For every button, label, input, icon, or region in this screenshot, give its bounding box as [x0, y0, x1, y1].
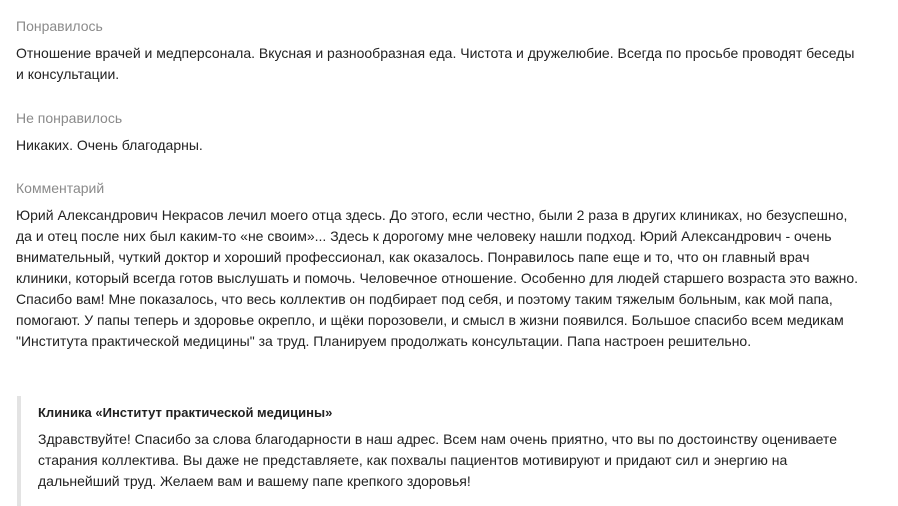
- liked-section-text: Отношение врачей и медперсонала. Вкусная и разнообразная еда. Чистота и дружелюбие. Всегда по просьбе проводят беседы и консультации.: [16, 45, 855, 82]
- reply-author: Клиника «Институт практической медицины»: [38, 405, 333, 420]
- liked-section-label: Понравилось: [16, 18, 103, 34]
- disliked-section-label: Не понравилось: [16, 110, 123, 126]
- disliked-section-text: Никаких. Очень благодарны.: [16, 137, 203, 153]
- reply-text: Здравствуйте! Спасибо за слова благодарности в наш адрес. Всем нам очень приятно, что вы по достоинству оцениваете старания коллектива. Вы даже не представляете, как похвалы пациентов мотивируют и придают сил и энергию на дальнейший труд. Желаем вам и вашему папе крепкого здоровья!: [38, 431, 837, 489]
- clinic-reply-block: [17, 396, 877, 506]
- comment-section-label: Комментарий: [16, 180, 105, 196]
- comment-section-text: Юрий Александрович Некрасов лечил моего отца здесь. До этого, если честно, были 2 раза в других клиниках, но безуспешно, да и отец после них был каким-то «не своим»... Здесь к дорогому мне человеку нашли подход. Юрий Александрович - очень внимательный, чуткий доктор и хороший профессионал, как оказалось. Понравилось папе еще и то, что он главный врач клиники, который всегда готов выслушать и помочь. Человечное отношение. Особенно для людей старшего возраста это важно. Спасибо вам! Мне показалось, что весь коллектив он подбирает под себя, и поэтому таким тяжелым больным, как мой папа, помогают. У папы теперь и здоровье окрепло, и щёки порозовели, и смысл в жизни появился. Большое спасибо всем медикам "Института практической медицины" за труд. Планируем продолжать консультации. Папа настроен решительно.: [16, 207, 859, 349]
